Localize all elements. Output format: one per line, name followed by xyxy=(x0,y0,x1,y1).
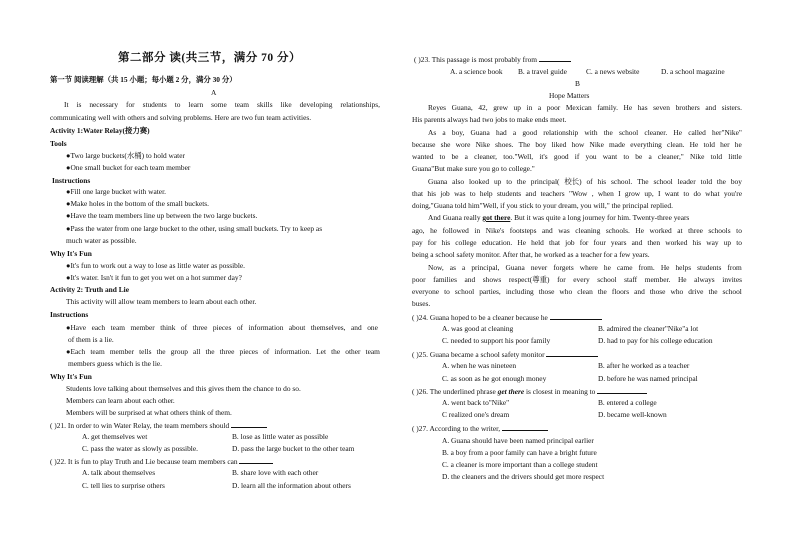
question-27-option-c[interactable]: C. a cleaner is more important than a college student xyxy=(442,460,598,469)
instruction-item: ●Each team member tells the group all the three pieces of information. Let the other team xyxy=(66,347,380,356)
question-23-stem: ( )23. This passage is most probably from xyxy=(414,54,571,64)
instructions2-label: Instructions xyxy=(50,310,89,319)
p2-line: wanted to be a cleaner, too."Well, it's good if you want to be a cleaner," Nike told little xyxy=(412,152,742,161)
instruction-item: of them is a lie. xyxy=(68,335,114,344)
p2-line: As a boy, Guana had a good relationship with the school cleaner. He called her"Nike" xyxy=(428,128,742,137)
instruction-item: much water as possible. xyxy=(66,236,137,245)
question-22-stem: ( )22. It is fun to play Truth and Lie because team members can xyxy=(50,456,273,466)
p2-line: because she wore Nike shoes. The boy liked how Nike made everything clean. He told her he xyxy=(412,140,742,149)
activity1-title: Activity 1:Water Relay(接力赛) xyxy=(50,126,150,135)
instruction-item: members guess which is the lie. xyxy=(68,359,163,368)
instructions1-label: Instructions xyxy=(52,176,91,185)
p4-line: being a school safety monitor. After that, he worked as a teacher for a few years. xyxy=(412,250,650,259)
intro-line-2: communicating well with others and solving problems. Here are two fun team activities. xyxy=(50,113,312,122)
question-24-option-c[interactable]: C. needed to support his poor family xyxy=(442,336,551,345)
question-27-option-d[interactable]: D. the cleaners and the drivers should get more respect xyxy=(442,472,605,481)
why-item: ●It's water. Isn't it fun to get you wet on a hot summer day? xyxy=(66,273,242,282)
question-22-option-b[interactable]: B. share love with each other xyxy=(232,468,319,477)
question-22-option-d[interactable]: D. learn all the information about others xyxy=(232,481,351,490)
answer-blank[interactable] xyxy=(502,423,548,431)
tool-item: ●Two large buckets(水桶) to hold water xyxy=(66,151,185,160)
answer-blank[interactable] xyxy=(231,420,267,428)
passage-b-title: Hope Matters xyxy=(549,91,590,100)
activity2-title: Activity 2: Truth and Lie xyxy=(50,285,129,294)
question-26-stem: ( )26. The underlined phrase get there is closest in meaning to xyxy=(412,386,647,396)
instruction-item: ●Have each team member think of three pieces of information about themselves, and one xyxy=(66,323,378,332)
answer-blank[interactable] xyxy=(239,456,273,464)
question-21-option-b[interactable]: B. lose as little water as possible xyxy=(232,432,329,441)
question-26-option-b[interactable]: B. entered a college xyxy=(598,398,657,407)
answer-blank[interactable] xyxy=(550,312,602,320)
section-title: 第二部分 读(共三节，满分 70 分） xyxy=(118,52,301,64)
question-21-stem: ( )21. In order to win Water Relay, the team members should xyxy=(50,420,267,430)
question-21-option-c[interactable]: C. pass the water as slowly as possible. xyxy=(82,444,198,453)
p3-line: that his job was to help students and teachers "Wow , when I grow up, I want to do what you're xyxy=(412,189,742,198)
question-25-option-a[interactable]: A. when he was nineteen xyxy=(442,361,517,370)
passage-b-label: B xyxy=(575,79,580,88)
question-22-option-a[interactable]: A. talk about themselves xyxy=(82,468,156,477)
question-23-option-a[interactable]: A. a science book xyxy=(450,67,503,76)
question-26-option-d[interactable]: D. became well-known xyxy=(598,410,667,419)
question-24-stem: ( )24. Guana hoped to be a cleaner because he xyxy=(412,312,602,322)
question-24-option-b[interactable]: B. admired the cleaner"Nike"a lot xyxy=(598,324,699,333)
question-25-stem: ( )25. Guana became a school safety monitor xyxy=(412,349,598,359)
question-26-option-c[interactable]: C realized one's dream xyxy=(442,410,510,419)
p5-line: Now, as a principal, Guana never forgets where he came from. He helps students from xyxy=(428,263,742,272)
question-27-option-b[interactable]: B. a boy from a poor family can have a bright future xyxy=(442,448,597,457)
p5-line: poor families and shows respect(尊重) for every school staff member. He always invites xyxy=(412,275,742,284)
question-21-option-a[interactable]: A. get themselves wet xyxy=(82,432,148,441)
p4-first-line: And Guana really got there. But it was quite a long journey for him. Twenty-three years xyxy=(428,213,690,222)
question-23-option-b[interactable]: B. a travel guide xyxy=(518,67,567,76)
question-21-option-d[interactable]: D. pass the large bucket to the other team xyxy=(232,444,355,453)
p3-line: doing,"Guana told him"Well, if you stick to your dream, you will," the principal replied. xyxy=(412,201,673,210)
p2-line: Guana"But make sure you go to college." xyxy=(412,164,535,173)
why2-label: Why It's Fun xyxy=(50,372,92,381)
question-22-option-c[interactable]: C. tell lies to surprise others xyxy=(82,481,165,490)
question-26-option-a[interactable]: A. went back to"Nike" xyxy=(442,398,510,407)
why-item: Students love talking about themselves and this gives them the chance to do so. xyxy=(66,384,301,393)
why1-label: Why It's Fun xyxy=(50,249,92,258)
activity2-desc: This activity will allow team members to learn about each other. xyxy=(66,297,257,306)
p4-line: ago, he followed in Nike's footsteps and was cleaning schools. He worked at three schools to xyxy=(412,226,742,235)
tools-label: Tools xyxy=(50,139,67,148)
instruction-item: ●Pass the water from one large bucket to the other, using small buckets. Try to keep as xyxy=(66,224,323,233)
p5-line: everyone to school parties, including those who clean the floors and those who drive the school xyxy=(412,287,742,296)
section1-heading: 第一节 阅读理解（共 15 小题；每小题 2 分，满分 30 分） xyxy=(50,75,237,84)
question-27-option-a[interactable]: A. Guana should have been named principal earlier xyxy=(442,436,594,445)
question-25-option-b[interactable]: B. after he worked as a teacher xyxy=(598,361,690,370)
question-23-option-d[interactable]: D. a school magazine xyxy=(661,67,725,76)
underlined-phrase: got there xyxy=(482,213,511,222)
instruction-item: ●Have the team members line up between the two large buckets. xyxy=(66,211,258,220)
why-item: ●It's fun to work out a way to lose as little water as possible. xyxy=(66,261,246,270)
answer-blank[interactable] xyxy=(597,386,647,394)
instruction-item: ●Fill one large bucket with water. xyxy=(66,187,166,196)
p4-line: pay for his college education. He held that job for four years and then worked his way up to xyxy=(412,238,742,247)
p1-line: Reyes Guana, 42, grew up in a poor Mexican family. He has seven brothers and sisters. xyxy=(428,103,742,112)
answer-blank[interactable] xyxy=(539,54,571,62)
p5-line: buses. xyxy=(412,299,431,308)
tool-item: ●One small bucket for each team member xyxy=(66,163,191,172)
intro-line-1: It is necessary for students to learn some team skills like developing relationships, xyxy=(64,100,380,109)
question-24-option-a[interactable]: A. was good at cleaning xyxy=(442,324,514,333)
emphasized-phrase: get there xyxy=(497,387,525,396)
why-item: Members will be surprised at what others think of them. xyxy=(66,408,232,417)
question-23-option-c[interactable]: C. a news website xyxy=(586,67,640,76)
answer-blank[interactable] xyxy=(546,349,598,357)
question-25-option-d[interactable]: D. before he was named principal xyxy=(598,374,698,383)
question-25-option-c[interactable]: C. as soon as he got enough money xyxy=(442,374,547,383)
question-27-stem: ( )27. According to the writer, xyxy=(412,423,548,433)
why-item: Members can learn about each other. xyxy=(66,396,175,405)
question-24-option-d[interactable]: D. had to pay for his college education xyxy=(598,336,713,345)
instruction-item: ●Make holes in the bottom of the small buckets. xyxy=(66,199,210,208)
passage-a-label: A xyxy=(211,88,217,97)
p3-line: Guana also looked up to the principal( 校长) of his school. The school leader told the boy xyxy=(428,177,742,186)
p1-line: His parents always had two jobs to make ends meet. xyxy=(412,115,567,124)
